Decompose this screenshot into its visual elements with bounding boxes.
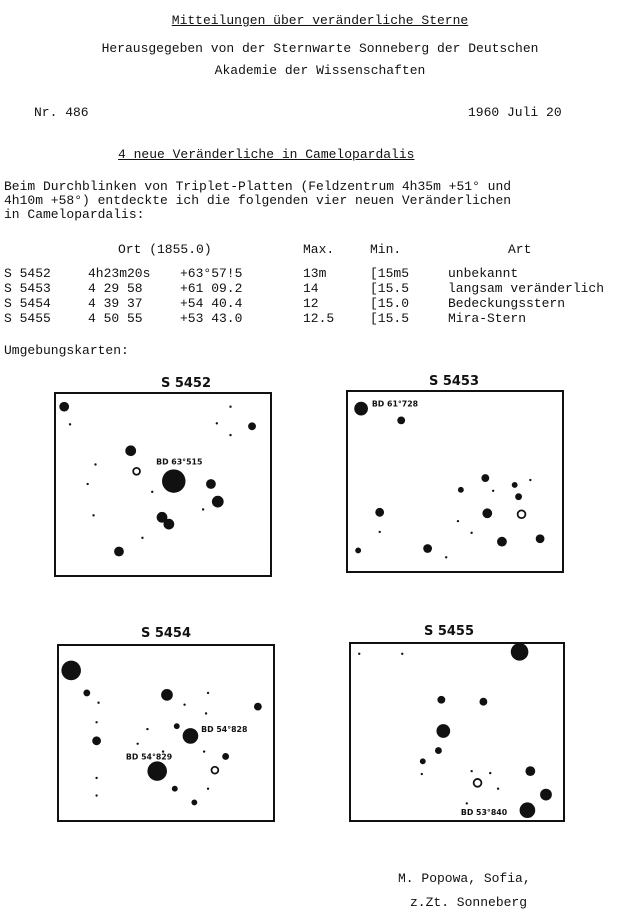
star xyxy=(375,508,384,517)
star-bd-53-840 xyxy=(520,802,536,818)
variable-star-marker xyxy=(474,779,482,787)
row-1-max: 13m xyxy=(303,266,327,281)
chart-title-s5454: S 5454 xyxy=(140,626,192,641)
header-ort: Ort (1855.0) xyxy=(118,242,212,257)
star xyxy=(482,508,492,518)
row-4-star: S 5455 xyxy=(4,311,51,326)
star xyxy=(529,479,531,481)
row-3-min: [15.0 xyxy=(370,296,410,311)
issue-number: Nr. 486 xyxy=(34,105,89,120)
row-3-type: Bedeckungsstern xyxy=(448,296,566,311)
star xyxy=(423,544,432,553)
header-min: Min. xyxy=(370,242,402,257)
row-4-min: [15.5 xyxy=(370,311,410,326)
star-bd-61-728 xyxy=(354,402,368,416)
star xyxy=(489,772,491,774)
variable-star-marker xyxy=(211,767,218,774)
star xyxy=(205,712,207,714)
star xyxy=(207,788,209,790)
row-2-ra: 4 29 58 xyxy=(88,281,143,296)
chart-label-bd-54-829: BD 54°829 xyxy=(125,752,173,762)
chart-label-bd-54-828: BD 54°828 xyxy=(201,725,248,735)
row-4-ra: 4 50 55 xyxy=(88,311,143,326)
star xyxy=(202,508,204,510)
article-body-line-2: 4h10m +58°) entdeckte ich die folgenden vier neuen Veränderlichen xyxy=(4,193,512,208)
star-bd-54-829 xyxy=(147,761,167,781)
star xyxy=(497,788,499,790)
star xyxy=(172,786,178,792)
star xyxy=(511,643,529,661)
row-4-dec: +53 43.0 xyxy=(180,311,243,326)
row-2-type: langsam veränderlich xyxy=(448,281,605,296)
star xyxy=(470,770,472,772)
star xyxy=(163,519,174,530)
star xyxy=(229,406,231,408)
star xyxy=(94,463,96,465)
star xyxy=(206,479,216,489)
star xyxy=(457,520,459,522)
star xyxy=(379,531,381,533)
header-art: Art xyxy=(508,242,532,257)
article-title: 4 neue Veränderliche in Camelopardalis xyxy=(118,147,415,162)
row-4-type: Mira-Stern xyxy=(448,311,527,326)
finding-chart-s5455 xyxy=(349,642,565,822)
issue-date: 1960 Juli 20 xyxy=(468,105,562,120)
chart-label-bd-63-515: BD 63°515 xyxy=(156,457,203,467)
finding-chart-s5453 xyxy=(346,390,564,573)
star xyxy=(492,490,494,492)
star xyxy=(254,703,262,711)
star xyxy=(445,556,447,558)
star xyxy=(421,773,423,775)
star xyxy=(97,702,99,704)
article-body-line-1: Beim Durchblinken von Triplet-Platten (Feldzentrum 4h35m +51° und xyxy=(4,179,512,194)
star xyxy=(435,747,442,754)
chart-title-s5452: S 5452 xyxy=(160,376,212,391)
row-3-ra: 4 39 37 xyxy=(88,296,143,311)
star xyxy=(207,692,209,694)
row-3-star: S 5454 xyxy=(4,296,51,311)
star xyxy=(203,750,205,752)
star xyxy=(114,547,124,557)
star xyxy=(151,491,153,493)
star xyxy=(512,482,518,488)
row-1-ra: 4h23m20s xyxy=(88,266,151,281)
publisher-line-2: Akademie der Wissenschaften xyxy=(214,63,426,78)
star xyxy=(248,422,256,430)
star xyxy=(397,416,405,424)
publisher-line-1: Herausgegeben von der Sternwarte Sonneberg der Deutschen xyxy=(101,41,539,56)
star xyxy=(183,703,185,705)
star xyxy=(174,723,180,729)
row-1-dec: +63°57!5 xyxy=(180,266,243,281)
star xyxy=(146,728,148,730)
star xyxy=(229,434,231,436)
star-bd-63-515 xyxy=(162,469,185,492)
star-field-s5452 xyxy=(56,394,270,575)
star xyxy=(191,799,197,805)
star xyxy=(358,653,360,655)
star xyxy=(125,445,136,456)
signature-line-2: z.Zt. Sonneberg xyxy=(410,895,528,910)
star xyxy=(355,548,361,554)
star-bd-54-828 xyxy=(183,728,199,744)
star xyxy=(61,661,81,681)
star xyxy=(466,802,468,804)
star xyxy=(92,736,101,745)
star xyxy=(481,474,489,482)
row-1-star: S 5452 xyxy=(4,266,51,281)
star xyxy=(536,534,545,543)
variable-star-marker xyxy=(518,510,526,518)
row-1-type: unbekannt xyxy=(448,266,519,281)
row-4-max: 12.5 xyxy=(303,311,335,326)
row-1-min: [15m5 xyxy=(370,266,410,281)
star xyxy=(497,537,507,547)
star xyxy=(222,753,229,760)
star xyxy=(141,537,143,539)
star xyxy=(436,724,450,738)
star xyxy=(470,532,472,534)
star xyxy=(525,766,535,776)
finding-chart-s5452 xyxy=(54,392,272,577)
star xyxy=(401,653,403,655)
charts-heading: Umgebungskarten: xyxy=(4,343,129,358)
star xyxy=(86,483,88,485)
header-max: Max. xyxy=(303,242,335,257)
row-2-max: 14 xyxy=(303,281,319,296)
star xyxy=(92,514,94,516)
signature-line-1: M. Popowa, Sofia, xyxy=(398,871,531,886)
star xyxy=(95,777,97,779)
star xyxy=(540,789,552,801)
series-title: Mitteilungen über veränderliche Sterne xyxy=(171,13,469,28)
star xyxy=(95,721,97,723)
star xyxy=(161,689,173,701)
star xyxy=(216,422,218,424)
row-2-dec: +61 09.2 xyxy=(180,281,243,296)
star xyxy=(420,758,426,764)
finding-chart-s5454 xyxy=(57,644,275,822)
star-field-s5454 xyxy=(59,646,273,820)
row-2-min: [15.5 xyxy=(370,281,410,296)
star xyxy=(458,487,464,493)
row-3-max: 12 xyxy=(303,296,319,311)
chart-label-bd-53-840: BD 53°840 xyxy=(460,808,508,818)
star xyxy=(59,402,69,412)
star xyxy=(95,794,97,796)
row-3-dec: +54 40.4 xyxy=(180,296,243,311)
star xyxy=(136,743,138,745)
star xyxy=(83,690,90,697)
chart-title-s5453: S 5453 xyxy=(428,374,480,389)
star xyxy=(69,423,71,425)
variable-star-marker xyxy=(133,468,140,475)
star xyxy=(479,698,487,706)
chart-title-s5455: S 5455 xyxy=(423,624,475,639)
star xyxy=(515,493,522,500)
star-field-s5453 xyxy=(348,392,562,571)
article-body-line-3: in Camelopardalis: xyxy=(4,207,145,222)
star xyxy=(212,496,224,508)
row-2-star: S 5453 xyxy=(4,281,51,296)
star xyxy=(437,696,445,704)
chart-label-bd-61-728: BD 61°728 xyxy=(371,399,419,409)
star-field-s5455 xyxy=(351,644,563,820)
